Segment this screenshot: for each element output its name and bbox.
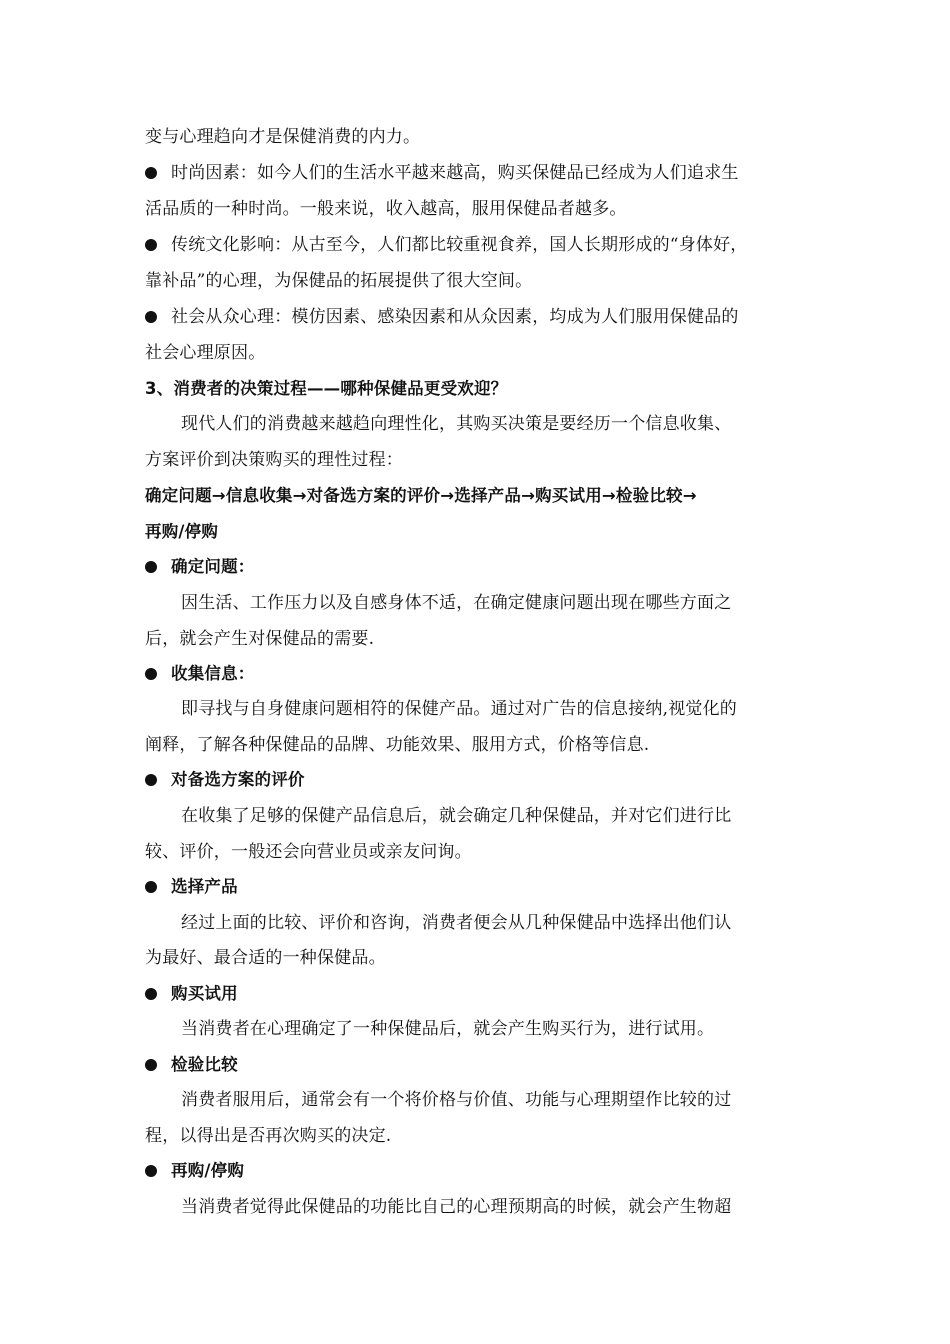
bullet-icon <box>145 167 157 179</box>
bullet-icon <box>145 239 157 251</box>
bullet-icon <box>145 774 157 786</box>
paragraph-line: 后，就会产生对保健品的需要. <box>145 629 375 649</box>
subheading-define-problem: 确定问题： <box>145 556 810 578</box>
subheading-trial-purchase: 购买试用 <box>145 983 810 1005</box>
paragraph-line: 当消费者觉得此保健品的功能比自己的心理预期高的时候，就会产生物超 <box>181 1197 732 1217</box>
subheading-select-product: 选择产品 <box>145 876 810 898</box>
bullet-icon <box>145 668 157 680</box>
paragraph-line: 当消费者在心理确定了一种保健品后，就会产生购买行为，进行试用。 <box>181 1019 715 1039</box>
subheading-repurchase: 再购/停购 <box>145 1160 810 1182</box>
paragraph-line: 为最好、最合适的一种保健品。 <box>145 948 386 968</box>
bullet-item-tradition: 传统文化影响：从古至今，人们都比较重视食养，国人长期形成的“身体好， <box>145 234 810 256</box>
paragraph-line: 活品质的一种时尚。一般来说，收入越高，服用保健品者越多。 <box>145 199 627 219</box>
paragraph-line: 社会心理原因。 <box>145 343 266 363</box>
section-heading: 3、消费者的决策过程——哪种保健品更受欢迎？ <box>145 379 508 398</box>
bullet-icon <box>145 311 157 323</box>
bullet-icon <box>145 1059 157 1071</box>
paragraph-line: 即寻找与自身健康问题相符的保健产品。通过对广告的信息接纳,视觉化的 <box>181 699 738 719</box>
paragraph-line: 阐释，了解各种保健品的品牌、功能效果、服用方式，价格等信息. <box>145 735 650 755</box>
paragraph-line: 靠补品”的心理，为保健品的拓展提供了很大空间。 <box>145 271 533 291</box>
subheading-compare: 检验比较 <box>145 1054 810 1076</box>
paragraph-line: 消费者服用后，通常会有一个将价格与价值、功能与心理期望作比较的过 <box>181 1090 732 1110</box>
subheading-evaluate: 对备选方案的评价 <box>145 769 810 791</box>
process-flow: 再购/停购 <box>145 522 219 541</box>
paragraph-line: 经过上面的比较、评价和咨询，消费者便会从几种保健品中选择出他们认 <box>181 913 732 933</box>
paragraph-line: 现代人们的消费越来越趋向理性化，其购买决策是要经历一个信息收集、 <box>181 414 732 434</box>
paragraph-line: 变与心理趋向才是保健消费的内力。 <box>145 127 421 147</box>
bullet-item-conformity: 社会从众心理：模仿因素、感染因素和从众因素，均成为人们服用保健品的 <box>145 306 810 328</box>
paragraph-line: 程，以得出是否再次购买的决定. <box>145 1126 392 1146</box>
subheading-collect-info: 收集信息： <box>145 663 810 685</box>
bullet-item-fashion: 时尚因素：如今人们的生活水平越来越高，购买保健品已经成为人们追求生 <box>145 162 810 184</box>
bullet-icon <box>145 561 157 573</box>
paragraph-line: 在收集了足够的保健产品信息后，就会确定几种保健品，并对它们进行比 <box>181 806 732 826</box>
process-flow: 确定问题→信息收集→对备选方案的评价→选择产品→购买试用→检验比较→ <box>145 486 697 505</box>
paragraph-line: 方案评价到决策购买的理性过程： <box>145 450 403 470</box>
bullet-icon <box>145 881 157 893</box>
paragraph-line: 较、评价，一般还会向营业员或亲友问询。 <box>145 842 472 862</box>
paragraph-line: 因生活、工作压力以及自感身体不适，在确定健康问题出现在哪些方面之 <box>181 593 732 613</box>
bullet-icon <box>145 988 157 1000</box>
bullet-icon <box>145 1165 157 1177</box>
